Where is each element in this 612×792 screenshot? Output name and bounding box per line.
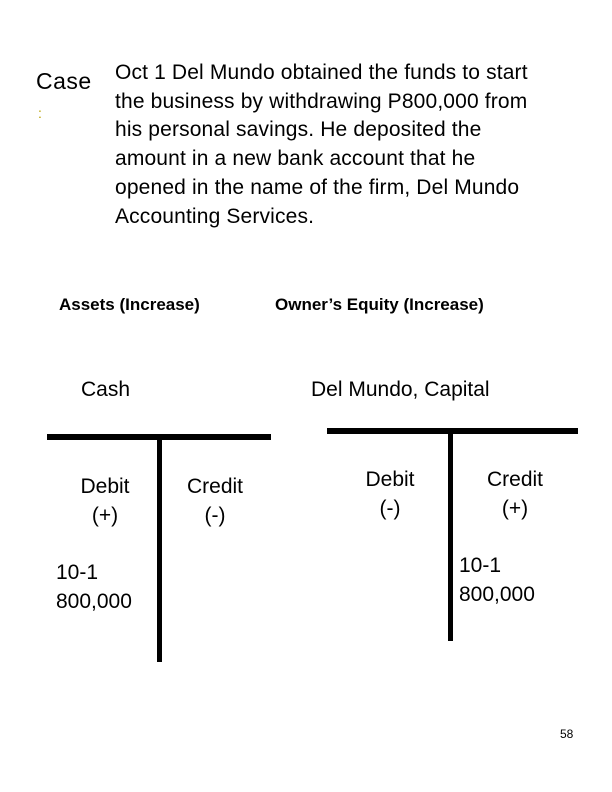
cash-debit-label: Debit bbox=[80, 475, 130, 498]
cash-debit-sign: (+) bbox=[91, 504, 119, 527]
capital-account-title: Del Mundo, Capital bbox=[311, 378, 490, 401]
capital-t-account-divider bbox=[448, 431, 453, 641]
cash-account-title: Cash bbox=[81, 378, 131, 401]
equity-heading: Owner’s Equity (Increase) bbox=[275, 295, 484, 314]
capital-credit-label: Credit bbox=[486, 468, 544, 491]
cash-credit-label: Credit bbox=[186, 475, 244, 498]
capital-debit-sign: (-) bbox=[379, 497, 401, 520]
capital-credit-sign: (+) bbox=[501, 497, 529, 520]
capital-debit-label: Debit bbox=[365, 468, 415, 491]
capital-entry-amount: 800,000 bbox=[459, 583, 535, 606]
cash-entry-amount: 800,000 bbox=[56, 590, 132, 613]
capital-credit-entry bbox=[459, 551, 535, 609]
capital-entry-date: 10-1 bbox=[459, 554, 502, 577]
cash-debit-entry bbox=[56, 558, 132, 616]
cash-credit-sign: (-) bbox=[204, 504, 226, 527]
cash-entry-date: 10-1 bbox=[56, 561, 99, 584]
capital-credit-header bbox=[455, 465, 575, 523]
page-number: 58 bbox=[560, 727, 574, 741]
case-label: Case bbox=[36, 68, 92, 94]
case-colon: : bbox=[38, 105, 42, 121]
case-description: Oct 1 Del Mundo obtained the funds to start the business by withdrawing P800,000 from his personal savings. He deposited the amount in a new bank account that he opened in the name of the firm, Del Mundo Accounting Services. bbox=[115, 61, 528, 228]
capital-debit-header bbox=[330, 465, 450, 523]
cash-debit-header bbox=[45, 472, 165, 530]
assets-heading: Assets (Increase) bbox=[59, 295, 200, 314]
cash-credit-header bbox=[155, 472, 275, 530]
cash-t-account-divider bbox=[157, 437, 162, 662]
